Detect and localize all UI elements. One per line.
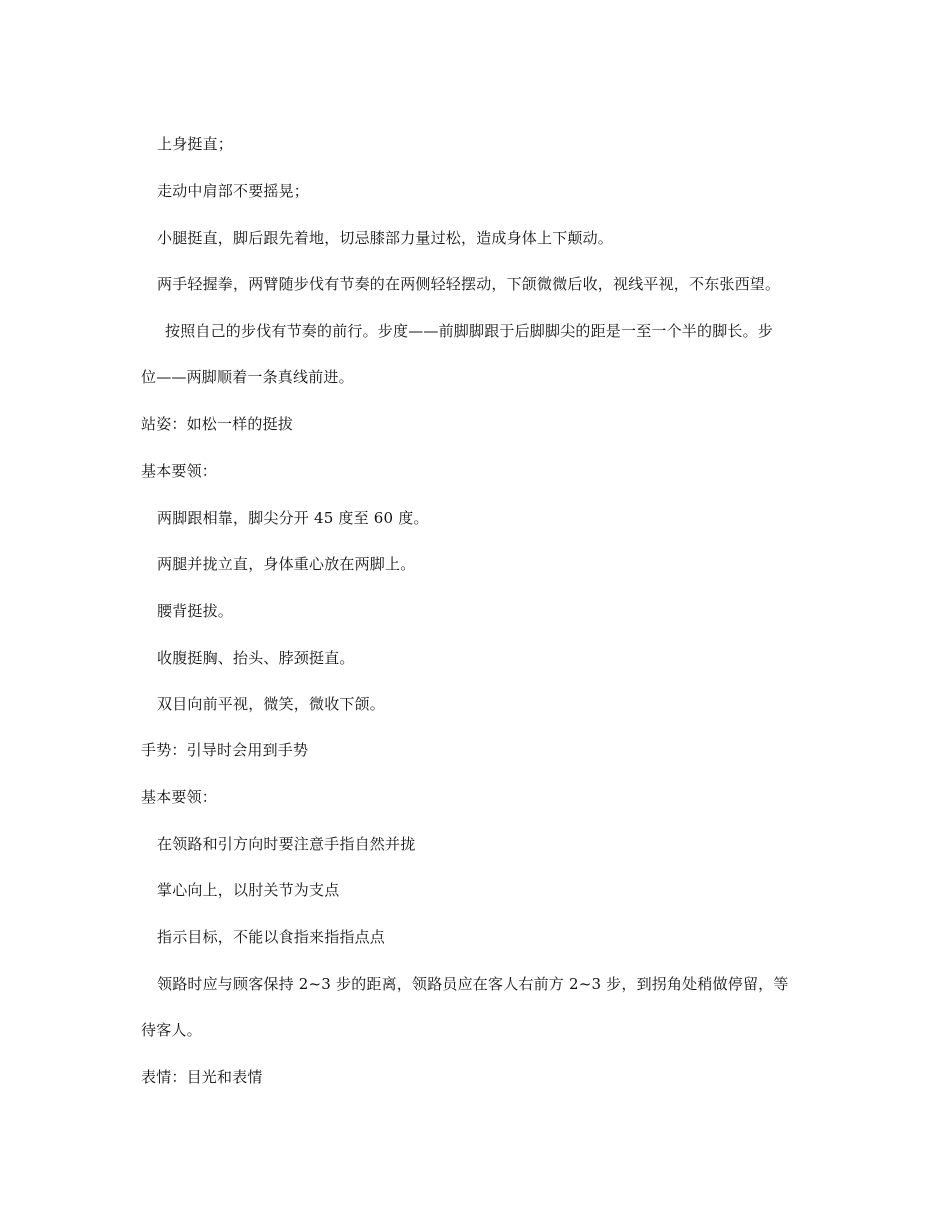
subheading: 基本要领： <box>141 462 218 480</box>
text-line: 双目向前平视，微笑，微收下颌。 <box>157 695 386 713</box>
text-line: 两腿并拢立直，身体重心放在两脚上。 <box>157 555 416 573</box>
subheading: 基本要领： <box>141 788 218 806</box>
text-line: 位——两脚顺着一条真线前进。 <box>141 368 354 386</box>
text-line: 在领路和引方向时要注意手指自然并拢 <box>157 835 416 853</box>
text-line: 掌心向上，以肘关节为支点 <box>157 881 340 899</box>
section-heading: 手势：引导时会用到手势 <box>141 741 309 759</box>
section-heading: 表情：目光和表情 <box>141 1068 263 1086</box>
text-line: 小腿挺直，脚后跟先着地，切忌膝部力量过松，造成身体上下颠动。 <box>157 229 614 247</box>
text-line: 领路时应与顾客保持 2~3 步的距离，领路员应在客人右前方 2~3 步，到拐角处稍做停留，等 <box>157 975 789 993</box>
text-line: 两脚跟相靠，脚尖分开 45 度至 60 度。 <box>157 509 429 527</box>
text-line: 指示目标，不能以食指来指指点点 <box>157 928 386 946</box>
text-line: 收腹挺胸、抬头、脖颈挺直。 <box>157 649 355 667</box>
text-line: 两手轻握拳，两臂随步伐有节奏的在两侧轻轻摆动，下颌微微后收，视线平视，不东张西望。 <box>157 275 781 293</box>
text-line: 腰背挺拔。 <box>157 602 234 620</box>
section-heading: 站姿：如松一样的挺拔 <box>141 415 294 433</box>
text-line: 待客人。 <box>141 1021 202 1039</box>
text-line: 按照自己的步伐有节奏的前行。步度——前脚脚跟于后脚脚尖的距是一至一个半的脚长。步 <box>165 322 774 340</box>
text-line: 上身挺直； <box>157 135 234 153</box>
text-line: 走动中肩部不要摇晃； <box>157 182 310 200</box>
